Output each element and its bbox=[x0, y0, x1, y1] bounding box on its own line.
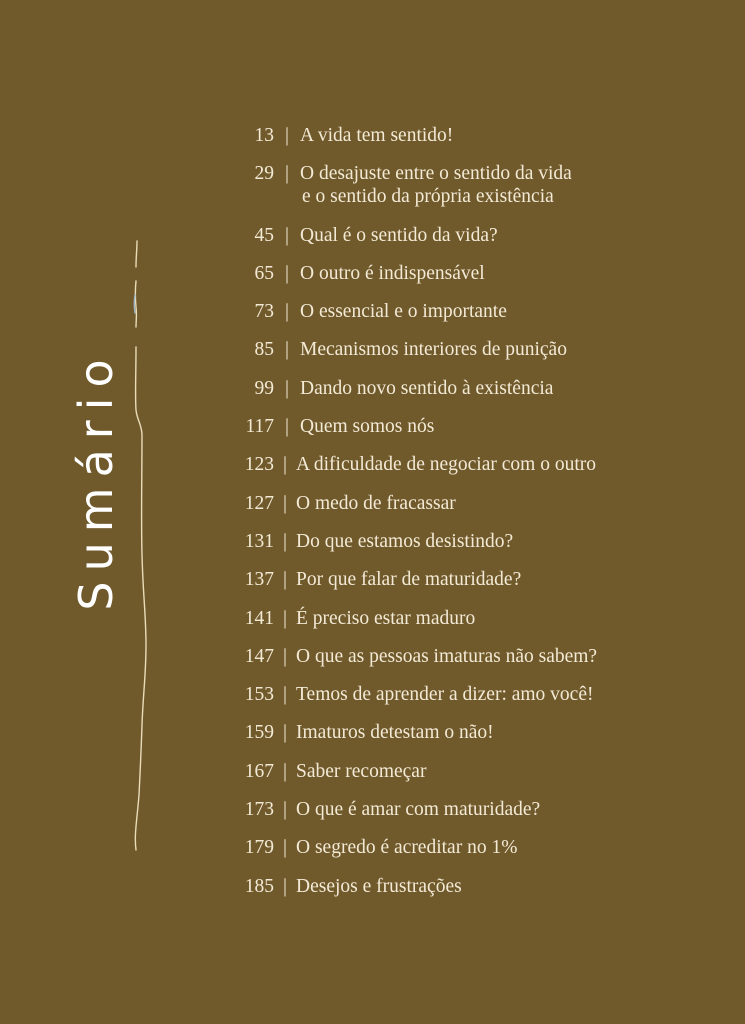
toc-page-number: 137 bbox=[244, 569, 274, 591]
toc-entry[interactable] bbox=[230, 492, 710, 515]
toc-title: O outro é indispensável bbox=[300, 262, 485, 284]
toc-separator: | bbox=[282, 644, 287, 667]
toc-entry[interactable] bbox=[230, 568, 710, 591]
toc-page-number: 117 bbox=[245, 416, 274, 438]
toc-entry[interactable] bbox=[230, 124, 710, 147]
toc-entry[interactable] bbox=[230, 262, 710, 285]
toc-entry[interactable] bbox=[230, 338, 710, 361]
toc-title: Quem somos nós bbox=[300, 416, 435, 438]
toc-entry[interactable] bbox=[230, 530, 710, 553]
toc-title: Temos de aprender a dizer: amo você! bbox=[296, 684, 594, 706]
decorative-wavy-line-icon bbox=[110, 235, 170, 855]
toc-title: A dificuldade de negociar com o outro bbox=[296, 454, 596, 476]
toc-separator: | bbox=[284, 124, 289, 146]
toc-title: Qual é o sentido da vida? bbox=[300, 224, 498, 246]
toc-page-number: 159 bbox=[244, 722, 274, 744]
toc-title: Imaturos detestam o não! bbox=[296, 722, 494, 744]
toc-separator: | bbox=[284, 338, 289, 361]
toc-page-number: 179 bbox=[244, 837, 274, 859]
toc-separator: | bbox=[284, 415, 289, 438]
toc-page-number: 45 bbox=[254, 224, 274, 246]
toc-page-number: 167 bbox=[244, 760, 274, 782]
toc-separator: | bbox=[282, 606, 287, 629]
toc-entry[interactable] bbox=[230, 721, 710, 744]
toc-page-number: 147 bbox=[244, 645, 274, 667]
toc-title: O que é amar com maturidade? bbox=[296, 799, 541, 821]
toc-entry[interactable] bbox=[230, 683, 710, 706]
toc-page-number: 99 bbox=[254, 377, 274, 399]
toc-page-number: 123 bbox=[244, 454, 274, 476]
toc-entry[interactable] bbox=[230, 836, 710, 859]
toc-separator: | bbox=[282, 683, 287, 706]
toc-title: Desejos e frustrações bbox=[296, 875, 462, 897]
toc-title: O medo de fracassar bbox=[296, 492, 456, 514]
toc-separator: | bbox=[282, 491, 287, 514]
toc-separator: | bbox=[282, 759, 287, 782]
toc-title: Mecanismos interiores de punição bbox=[300, 339, 567, 361]
toc-separator: | bbox=[282, 798, 287, 821]
toc-separator: | bbox=[284, 376, 289, 399]
toc-title: Por que falar de maturidade? bbox=[296, 569, 522, 591]
toc-title: Do que estamos desistindo? bbox=[296, 530, 514, 552]
toc-title: Saber recomeçar bbox=[296, 760, 427, 782]
toc-entry[interactable] bbox=[230, 875, 710, 898]
toc-separator: | bbox=[284, 162, 289, 185]
toc-separator: | bbox=[282, 874, 287, 897]
toc-entry[interactable] bbox=[230, 415, 710, 438]
toc-title-line2: e o sentido da própria existência bbox=[302, 186, 554, 208]
toc-separator: | bbox=[282, 568, 287, 591]
toc-separator: | bbox=[284, 261, 289, 284]
toc-separator: | bbox=[282, 529, 287, 552]
toc-entry[interactable] bbox=[230, 607, 710, 630]
toc-title: O que as pessoas imaturas não sabem? bbox=[296, 645, 598, 667]
toc-title: O essencial e o importante bbox=[300, 301, 507, 323]
toc-title: Dando novo sentido à existência bbox=[300, 377, 554, 399]
toc-entry[interactable] bbox=[230, 162, 710, 208]
toc-title-line1: O desajuste entre o sentido da vida bbox=[300, 163, 572, 185]
table-of-contents bbox=[230, 124, 710, 913]
toc-separator: | bbox=[284, 300, 289, 323]
toc-entry[interactable] bbox=[230, 300, 710, 323]
toc-page-number: 73 bbox=[254, 301, 274, 323]
toc-page-number: 131 bbox=[244, 530, 274, 552]
toc-page-number: 153 bbox=[244, 684, 274, 706]
toc-entry[interactable] bbox=[230, 377, 710, 400]
toc-entry[interactable] bbox=[230, 798, 710, 821]
toc-title: É preciso estar maduro bbox=[296, 607, 476, 629]
toc-page-number: 185 bbox=[244, 875, 274, 897]
toc-page-number: 65 bbox=[254, 262, 274, 284]
toc-page-number: 29 bbox=[254, 163, 274, 185]
toc-entry[interactable] bbox=[230, 453, 710, 476]
toc-page-number: 85 bbox=[254, 339, 274, 361]
toc-separator: | bbox=[282, 836, 287, 859]
toc-separator: | bbox=[282, 453, 287, 476]
toc-entry[interactable] bbox=[230, 224, 710, 247]
toc-title: A vida tem sentido! bbox=[300, 125, 454, 146]
toc-page-number: 141 bbox=[244, 607, 274, 629]
toc-entry[interactable] bbox=[230, 760, 710, 783]
toc-title-multiline bbox=[300, 162, 710, 208]
toc-page-number: 13 bbox=[254, 125, 274, 146]
toc-separator: | bbox=[284, 223, 289, 246]
page-title: Sumário bbox=[69, 349, 123, 611]
toc-title: O segredo é acreditar no 1% bbox=[296, 837, 518, 859]
toc-separator: | bbox=[282, 721, 287, 744]
toc-page-number: 173 bbox=[244, 799, 274, 821]
toc-page-number: 127 bbox=[244, 492, 274, 514]
toc-entry[interactable] bbox=[230, 645, 710, 668]
